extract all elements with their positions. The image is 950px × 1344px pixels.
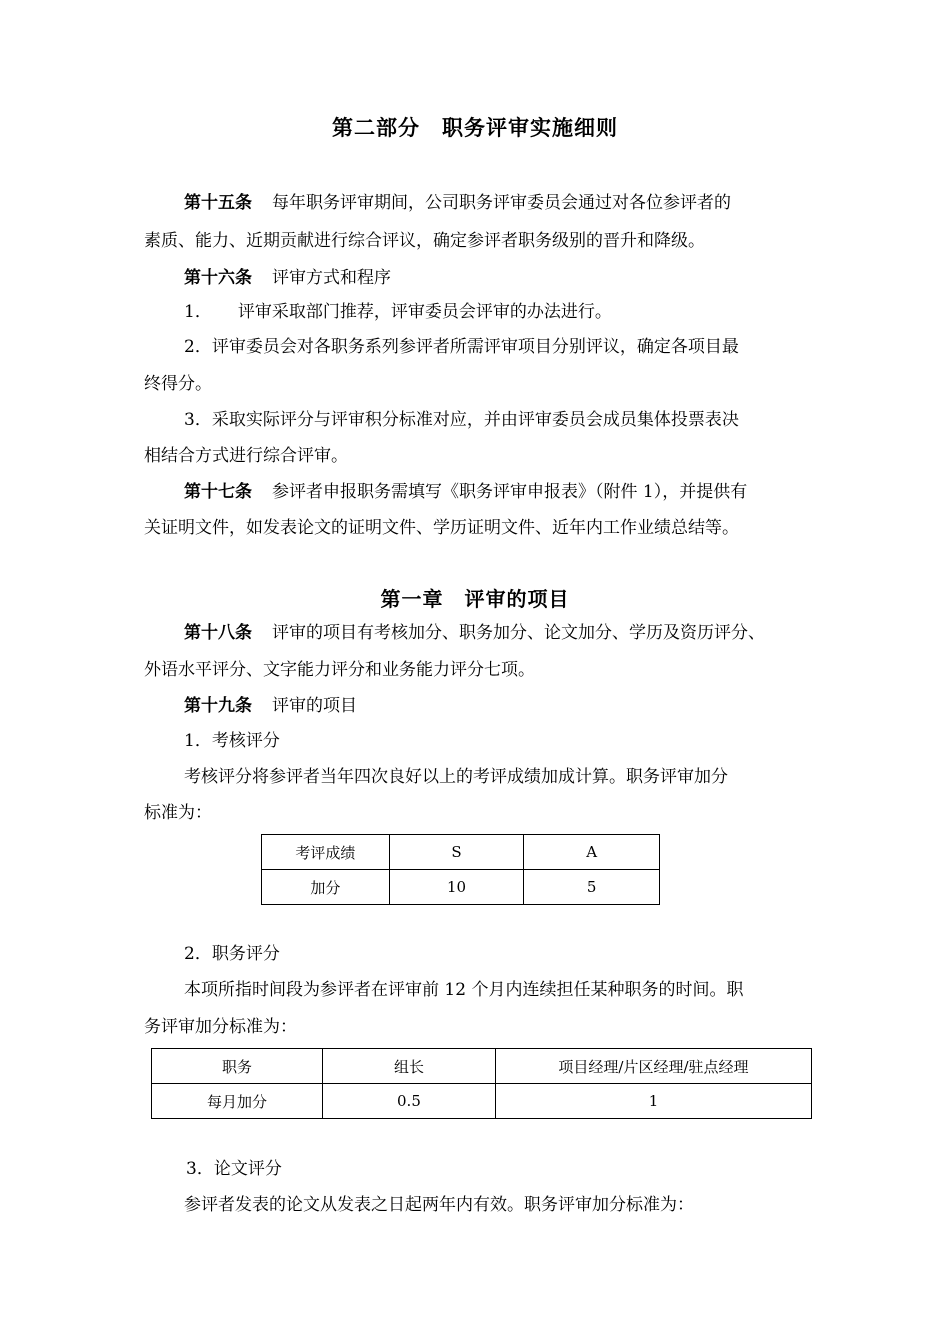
table-cell: 加分 <box>262 870 390 905</box>
page-title: 第二部分 职务评审实施细则 <box>332 115 618 140</box>
table-header-cell: 考评成绩 <box>262 835 390 870</box>
article-18-label: 第十八条 <box>184 623 252 643</box>
section-2-line-2: 务评审加分标准为： <box>144 1017 297 1037</box>
article-17-label: 第十七条 <box>184 482 252 502</box>
article-15-label: 第十五条 <box>184 193 252 213</box>
table-row <box>262 835 660 870</box>
item-2-line-1: 2．评审委员会对各职务系列参评者所需评审项目分别评议，确定各项目最 <box>184 337 739 357</box>
article-17-text-1: 参评者申报职务需填写《职务评审申报表》（附件 1），并提供有 <box>272 482 748 502</box>
item-1-text: 评审采取部门推荐，评审委员会评审的办法进行。 <box>237 302 612 322</box>
table-cell: 10 <box>389 870 524 905</box>
table-header-cell: 职务 <box>152 1049 323 1084</box>
article-16 <box>184 266 391 290</box>
item-1 <box>184 300 612 324</box>
table-cell: 5 <box>524 870 660 905</box>
table-header-cell: S <box>389 835 524 870</box>
section-2-line-1: 本项所指时间段为参评者在评审前 12 个月内连续担任某种职务的时间。职 <box>184 980 744 1000</box>
assessment-score-table <box>261 834 660 905</box>
position-score-table <box>151 1048 812 1119</box>
section-3-line-1: 参评者发表的论文从发表之日起两年内有效。职务评审加分标准为： <box>184 1195 694 1215</box>
table-row <box>152 1049 812 1084</box>
article-15-line-2: 素质、能力、近期贡献进行综合评议，确定参评者职务级别的晋升和降级。 <box>144 231 705 251</box>
table-row <box>152 1084 812 1119</box>
article-15-text-1: 每年职务评审期间，公司职务评审委员会通过对各位参评者的 <box>272 193 731 213</box>
chapter-heading: 第一章 评审的项目 <box>380 587 570 611</box>
article-18-line-1 <box>184 621 765 645</box>
article-15-line-1 <box>184 191 731 215</box>
article-19 <box>184 694 357 718</box>
article-18-text-1: 评审的项目有考核加分、职务加分、论文加分、学历及资历评分、 <box>272 623 765 643</box>
item-3-line-2: 相结合方式进行综合评审。 <box>144 446 348 466</box>
article-17-line-2: 关证明文件，如发表论文的证明文件、学历证明文件、近年内工作业绩总结等。 <box>144 518 739 538</box>
section-1-line-2: 标准为： <box>144 803 212 823</box>
section-1-line-1: 考核评分将参评者当年四次良好以上的考评成绩加成计算。职务评审加分 <box>184 767 728 787</box>
section-3-heading: 3．论文评分 <box>186 1159 282 1179</box>
article-16-text: 评审方式和程序 <box>272 268 391 288</box>
article-18-line-2: 外语水平评分、文字能力评分和业务能力评分七项。 <box>144 660 535 680</box>
item-1-number: 1． <box>184 302 212 322</box>
table-header-cell: A <box>524 835 660 870</box>
article-17-line-1 <box>184 480 747 504</box>
article-19-text: 评审的项目 <box>272 696 357 716</box>
section-2-heading: 2．职务评分 <box>184 944 280 964</box>
article-16-label: 第十六条 <box>184 268 252 288</box>
item-3-line-1: 3．采取实际评分与评审积分标准对应，并由评审委员会成员集体投票表决 <box>184 410 739 430</box>
article-19-label: 第十九条 <box>184 696 252 716</box>
item-2-line-2: 终得分。 <box>144 374 212 394</box>
table-cell: 1 <box>495 1084 811 1119</box>
table-header-cell: 组长 <box>322 1049 495 1084</box>
table-cell: 每月加分 <box>152 1084 323 1119</box>
table-cell: 0.5 <box>322 1084 495 1119</box>
table-row <box>262 870 660 905</box>
table-header-cell: 项目经理/片区经理/驻点经理 <box>495 1049 811 1084</box>
section-1-heading: 1．考核评分 <box>184 731 280 751</box>
